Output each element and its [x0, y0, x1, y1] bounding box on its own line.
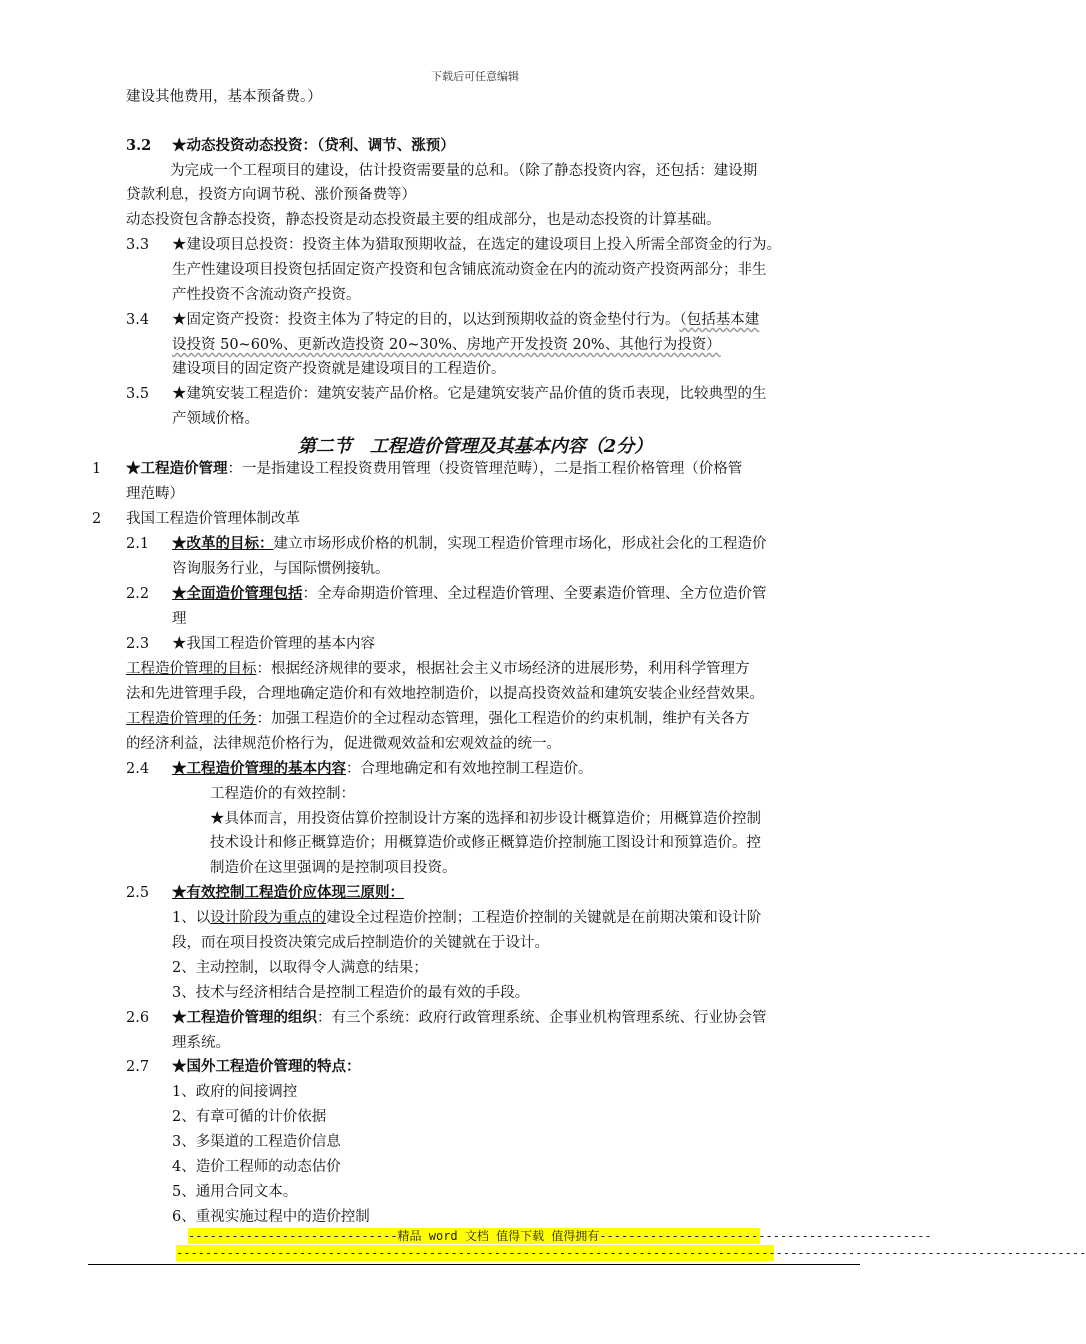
paragraph-line: 段，而在项目投资决策完成后控制造价的关键就在于设计。 — [172, 935, 549, 951]
section-heading: ★动态投资动态投资：（贷利、调节、涨预） — [172, 137, 455, 154]
paragraph-line: 的经济利益，法律规范价格行为，促进微观效益和宏观效益的统一。 — [126, 736, 561, 752]
paragraph-line — [126, 660, 750, 678]
text-span: ：一是指建设工程投资费用管理（投资管理范畴），二是指工程价格管理（价格管 — [227, 461, 743, 477]
section-number: 2.1 — [126, 536, 150, 552]
bold-term: ★工程造价管理的基本内容 — [172, 760, 346, 777]
text-span: 1、以 — [172, 910, 211, 926]
text-span: ：有三个系统：政府行政管理系统、企事业机构管理系统、行业协会管 — [317, 1010, 767, 1026]
paragraph-line — [172, 909, 761, 927]
paragraph-line: 法和先进管理手段，合理地确定造价和有效地控制造价，以提高投资效益和建筑安装企业经营效果。 — [126, 686, 764, 702]
bold-term: ★工程造价管理的组织 — [172, 1009, 317, 1026]
text-span: （包括基本建 — [679, 312, 760, 328]
text-span: ：合理地确定和有效地控制工程造价。 — [346, 761, 593, 777]
bold-term: ★工程造价管理 — [126, 460, 228, 477]
section-number: 2.7 — [126, 1059, 150, 1075]
section-number: 2.4 — [126, 761, 150, 777]
item-number: 2 — [92, 511, 102, 527]
paragraph-line: 工程造价的有效控制： — [210, 786, 355, 802]
section-number: 2.6 — [126, 1010, 150, 1026]
paragraph-line — [172, 760, 593, 778]
paragraph-line: ★我国工程造价管理的基本内容 — [172, 636, 375, 652]
paragraph-line: 生产性建设项目投资包括固定资产投资和包含铺底流动资金在内的流动资产投资两部分；非生 — [172, 262, 767, 278]
list-item: 1、政府的间接调控 — [172, 1084, 298, 1100]
paragraph-line: ★具体而言，用投资估算价控制设计方案的选择和初步设计概算造价；用概算造价控制 — [210, 811, 761, 827]
paragraph-line: 产性投资不含流动资产投资。 — [172, 287, 361, 303]
item-number: 1 — [92, 461, 102, 477]
list-item: 5、通用合同文本。 — [172, 1184, 298, 1200]
section-number: 3.5 — [126, 386, 150, 402]
paragraph-line: 技术设计和修正概算造价；用概算造价或修正概算造价控制施工图设计和预算造价。控 — [210, 835, 761, 851]
section-number: 2.3 — [126, 636, 150, 652]
paragraph-line — [172, 311, 759, 329]
section-number: 3.2 — [126, 137, 152, 154]
paragraph-line: 为完成一个工程项目的建设，估计投资需要量的总和。（除了静态投资内容，还包括：建设期 — [170, 163, 758, 179]
underlined-term: 工程造价管理的任务 — [126, 711, 257, 727]
paragraph-line: 理系统。 — [172, 1035, 230, 1051]
text-span: 建立市场形成价格的机制，实现工程造价管理市场化，形成社会化的工程造价 — [273, 536, 767, 552]
section-number: 2.5 — [126, 885, 150, 901]
text-span: ：根据经济规律的要求，根据社会主义市场经济的进展形势，利用科学管理方 — [256, 661, 750, 677]
paragraph-line — [172, 585, 767, 603]
paragraph-line: 动态投资包含静态投资，静态投资是动态投资最主要的组成部分，也是动态投资的计算基础。 — [126, 212, 721, 228]
paragraph-line — [172, 535, 767, 553]
paragraph-line: 理 — [172, 611, 187, 627]
list-item: 6、重视实施过程中的造价控制 — [172, 1209, 370, 1225]
text-span: ：加强工程造价的全过程动态管理，强化工程造价的约束机制，维护有关各方 — [256, 711, 750, 727]
bold-term: ★全面造价管理包括 — [172, 585, 303, 602]
paragraph-line: 2、主动控制，以取得令人满意的结果； — [172, 960, 428, 976]
text-line: 建设其他费用，基本预备费。） — [126, 89, 322, 105]
underlined-term: 设计阶段为重点的 — [210, 910, 327, 926]
section-number: 3.4 — [126, 312, 150, 328]
paragraph-line: 咨询服务行业，与国际惯例接轨。 — [172, 561, 390, 577]
list-item: 3、多渠道的工程造价信息 — [172, 1134, 341, 1150]
list-item: 2、有章可循的计价依据 — [172, 1109, 327, 1125]
bold-term: ★有效控制工程造价应体现三原则： — [172, 884, 404, 901]
paragraph-line — [172, 1009, 767, 1027]
paragraph-line: 设投资 50~60%、更新改造投资 20~30%、房地产开发投资 20%、其他行为投资） — [172, 337, 721, 353]
footer-banner: ------------------------------------------------------------------------------------------------------------------------------ — [176, 1246, 1086, 1260]
paragraph-line: ★建设项目总投资：投资主体为猎取预期收益，在选定的建设项目上投入所需全部资金的行为。 — [172, 237, 781, 253]
paragraph-line — [126, 710, 750, 728]
paragraph-line: ★建筑安装工程造价：建筑安装产品价格。它是建筑安装产品价值的货币表现，比较典型的生 — [172, 386, 767, 402]
paragraph-line — [126, 460, 742, 478]
text-span: ：全寿命期造价管理、全过程造价管理、全要素造价管理、全方位造价管 — [302, 586, 767, 602]
text-span: 建设全过程造价控制；工程造价控制的关键就是在前期决策和设计阶 — [326, 910, 762, 926]
paragraph-line: 产领域价格。 — [172, 411, 259, 427]
section-number: 2.2 — [126, 586, 150, 602]
paragraph-line: 建设项目的固定资产投资就是建设项目的工程造价。 — [172, 361, 506, 377]
underlined-term: 工程造价管理的目标 — [126, 661, 257, 677]
paragraph-line: 贷款利息，投资方向调节税、涨价预备费等） — [126, 187, 416, 203]
text-span: ★固定资产投资：投资主体为了特定的目的，以达到预期收益的资金垫付行为。 — [172, 312, 680, 328]
footer-banner: -----------------------------精品 word 文档 值得下载 值得拥有---------------------------------------------- — [188, 1229, 932, 1243]
paragraph-line: 3、技术与经济相结合是控制工程造价的最有效的手段。 — [172, 985, 530, 1001]
bold-term: ★国外工程造价管理的特点： — [172, 1058, 361, 1075]
paragraph-line: 我国工程造价管理体制改革 — [126, 511, 300, 527]
section-number: 3.3 — [126, 237, 150, 253]
section-title: 第二节 工程造价管理及其基本内容（2分） — [297, 436, 653, 457]
page-header: 下载后可任意编辑 — [431, 70, 519, 83]
paragraph-line: 理范畴） — [126, 486, 184, 502]
paragraph-line: 制造价在这里强调的是控制项目投资。 — [210, 860, 457, 876]
bold-term: ★改革的目标： — [172, 535, 274, 552]
list-item: 4、造价工程师的动态估价 — [172, 1159, 341, 1175]
footer-divider — [88, 1264, 860, 1265]
